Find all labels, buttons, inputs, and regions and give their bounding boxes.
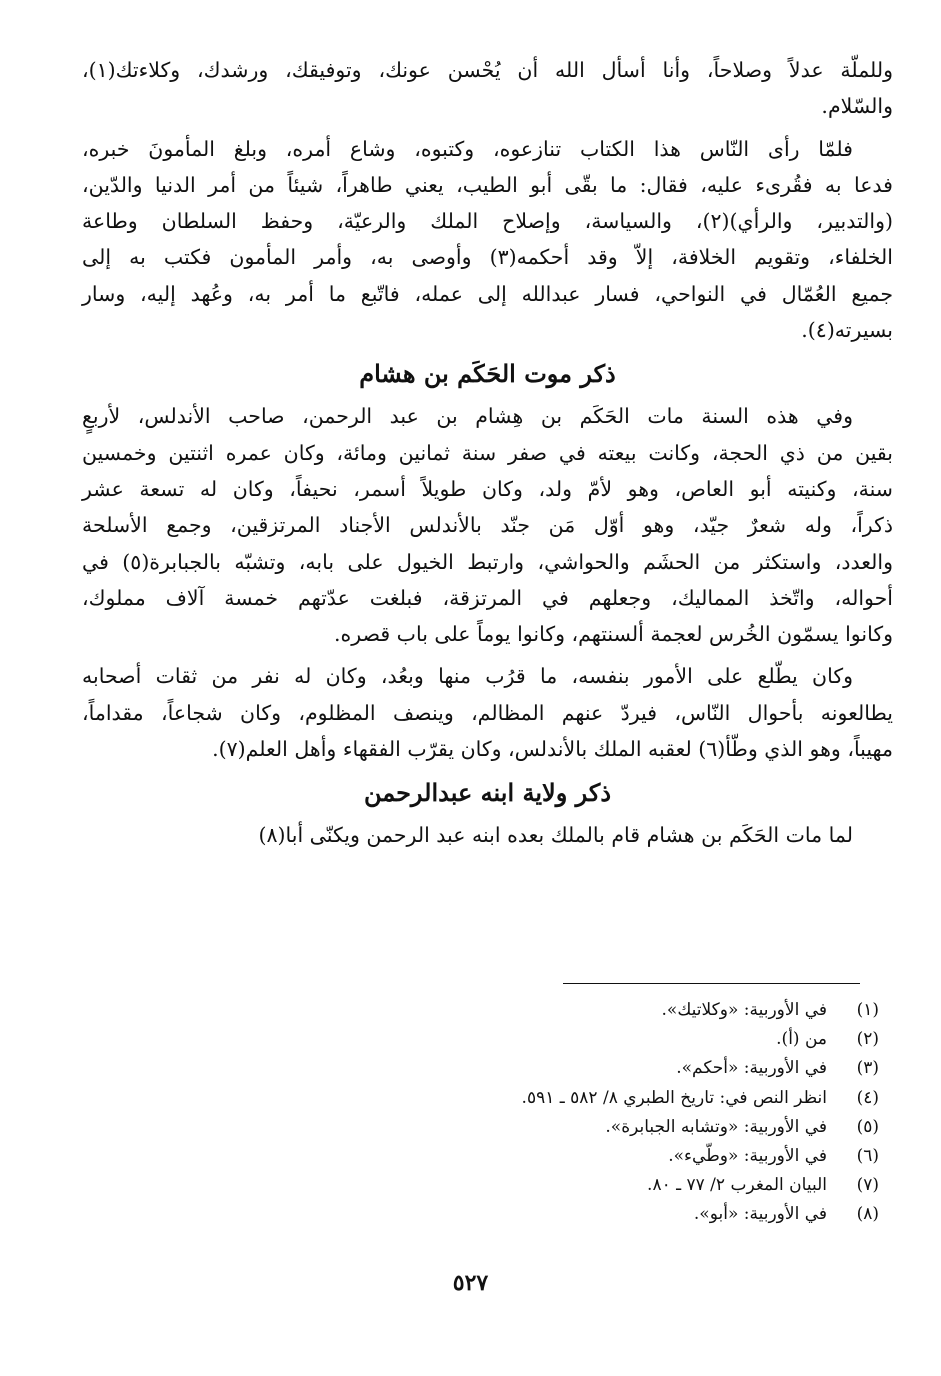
paragraph-1 [82, 52, 893, 125]
footnote-number: (٤) [856, 1087, 879, 1108]
footnote-text: انظر النص في: تاريخ الطبري ٨/ ٥٨٢ ـ ٥٩١. [521, 1087, 827, 1108]
text-line: وللملّة عدلاً وصلاحاً، وأنا أسأل الله أن يُحْسن عونك، وتوفيقك، ورشدك، وكلاءتك(١)، [82, 58, 893, 82]
footnote-text: من (أ). [776, 1029, 827, 1050]
paragraph-4 [82, 658, 893, 767]
footnote-item [120, 996, 879, 1025]
footnote-item [120, 1142, 879, 1171]
footnote-number: (٣) [856, 1058, 879, 1079]
section-heading: ذكر موت الحَكَم بن هشام [359, 359, 616, 389]
text-line: فلمّا رأى النّاس هذا الكتاب تنازعوه، وكتبوه، وشاع أمره، وبلغ المأمونَ خبره، [82, 136, 853, 161]
text-line: وكان يطّلع على الأمور بنفسه، ما قرُب منها وبعُد، وكان له نفر من ثقات أصحابه [82, 664, 853, 689]
text-line: بسيرته(٤). [801, 318, 893, 343]
text-line: (والتدبير، والرأي)(٢)، والسياسة، وإصلاح الملك والرعيّة، وحفظ السلطان وطاعة [82, 209, 894, 234]
footnote-number: (٧) [856, 1175, 879, 1196]
page-number: ٥٢٧ [452, 1270, 489, 1296]
footnote-item [120, 1113, 879, 1142]
footnote-number: (٥) [856, 1116, 879, 1137]
paragraph-5 [82, 817, 893, 853]
footnote-divider [563, 983, 860, 984]
footnote-text: البيان المغرب ٢/ ٧٧ ـ ٨٠. [647, 1175, 827, 1196]
text-line: جميع العُمّال في النواحي، فسار عبدالله إلى عمله، فاتّبع ما أمر به، وعُهد إليه، وسار [82, 281, 893, 306]
text-line: لما مات الحَكَم بن هشام قام بالملك بعده ابنه عبد الرحمن ويكنّى أبا(٨) [258, 823, 853, 848]
footnote-number: (١) [856, 1000, 879, 1020]
footnote-item [120, 1054, 879, 1083]
page-body [82, 52, 893, 860]
footnote-item [120, 1200, 879, 1229]
text-line: مهيباً، وهو الذي وطّأ(٦) لعقبه الملك بالأندلس، وكان يقرّب الفقهاء وأهل العلم(٧). [212, 737, 893, 762]
footnote-item [120, 1171, 879, 1200]
text-line: سنة، وكنيته أبو العاص، وهو لأمّ ولد، وكان طويلاً أسمر، نحيفاً، وكان له تسعة عشر [82, 476, 893, 501]
footnote-text: في الأوربية: «وتشابه الجبابرة». [605, 1116, 827, 1137]
paragraph-2 [82, 131, 893, 349]
text-line: يطالعونه بأحوال النّاس، فيردّ عنهم المظالم، وينصف المظلوم، وكان شجاعاً، مقداماً، [82, 700, 893, 725]
text-line: وكانوا يسمّون الخُرس لعجمة ألسنتهم، وكانوا يوماً على باب قصره. [334, 622, 893, 647]
text-line: بقين من ذي الحجة، وكانت بيعته في صفر سنة ثمانين ومائة، وكان عمره اثنتين وخمسين [82, 440, 893, 465]
text-line: والعدد، واستكثر من الحشَم والحواشي، وارتبط الخيول على بابه، وتشبّه بالجبابرة(٥) في [82, 549, 894, 574]
footnote-item [120, 1084, 879, 1113]
text-line: الخلفاء، وتقويم الخلافة، إلاّ وقد أحكمه(٣) وأوصى به، وأمر المأمون فكتب به إلى [82, 245, 893, 270]
footnote-text: في الأوربية: «أحكم». [676, 1058, 827, 1079]
text-line: ذكراً، وله شعرٌ جيّد، وهو أوّل مَن جنّد بالأندلس الأجناد المرتزقين، وجمع الأسلحة [82, 513, 893, 538]
footnote-number: (٦) [856, 1146, 879, 1167]
paragraph-3 [82, 398, 893, 652]
text-line: فدعا به فقُرىء عليه، فقال: ما بقّى أبو الطيب، يعني طاهراً، شيئاً من أمر الدنيا والدّين، [82, 172, 893, 197]
footnote-number: (٨) [856, 1204, 879, 1225]
footnote-text: في الأوربية: «أبو». [693, 1204, 827, 1225]
footnote-number: (٢) [856, 1029, 879, 1050]
footnote-text: في الأوربية: «وكلاتيك». [661, 1000, 827, 1020]
footnote-text: في الأوربية: «وطّيء». [668, 1146, 827, 1167]
text-line: أحواله، واتّخذ المماليك، وجعلهم في المرتزقة، فبلغت عدّتهم خمسة آلاف مملوك، [82, 585, 893, 610]
footnote-item [120, 1025, 879, 1054]
text-line: وفي هذه السنة مات الحَكَم بن هِشام بن عبد الرحمن، صاحب الأندلس، لأربعٍ [82, 404, 853, 429]
section-heading: ذكر ولاية ابنه عبدالرحمن [363, 778, 612, 808]
footnotes [120, 996, 879, 1230]
text-line: والسّلام. [821, 94, 893, 119]
